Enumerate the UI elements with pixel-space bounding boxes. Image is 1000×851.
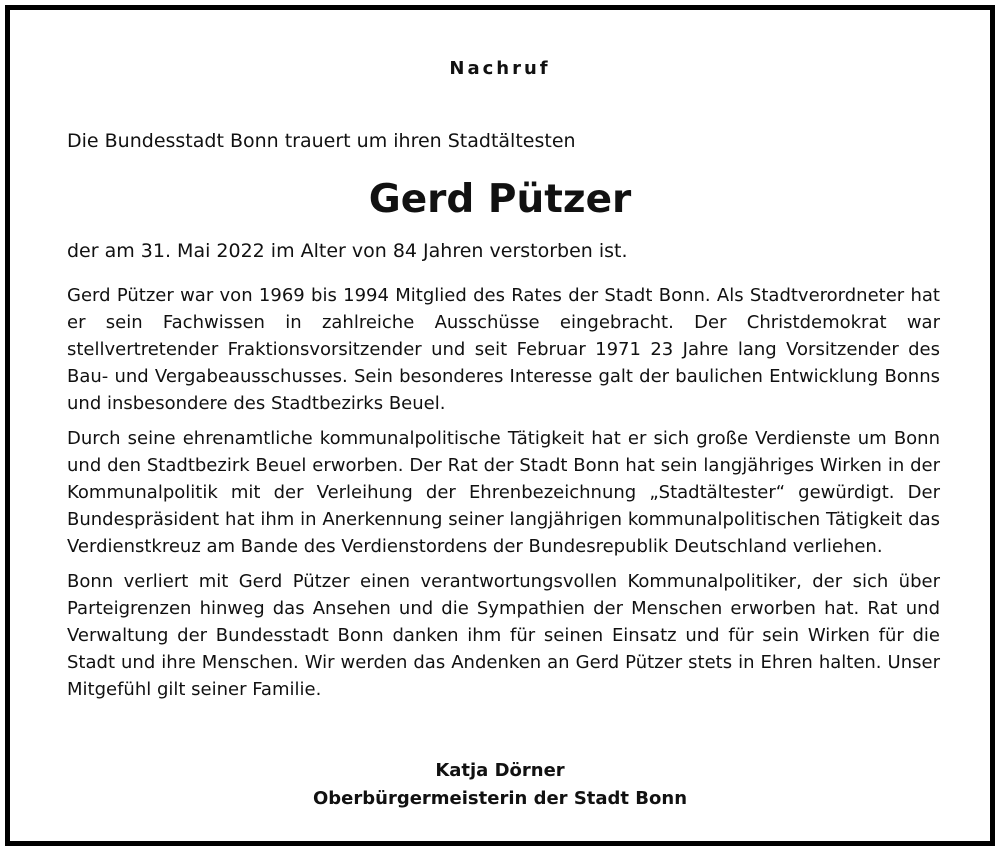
- intro-line: Die Bundesstadt Bonn trauert um ihren Stadtältesten: [67, 130, 576, 152]
- signature-block: [10, 757, 990, 813]
- paragraph-career: Gerd Pützer war von 1969 bis 1994 Mitglied des Rates der Stadt Bonn. Als Stadtverordneter hat er sein Fachwissen in zahlreiche Ausschüsse eingebracht. Der Christdemokrat war stellvertretender Fraktionsvorsitzender und seit Februar 1971 23 Jahre lang Vorsitzender des Bau- und Vergabeausschusses. Sein besonderes Interesse galt der baulichen Entwicklung Bonns und insbesondere des Stadtbezirks Beuel.: [67, 285, 940, 414]
- signature-name: Katja Dörner: [435, 760, 565, 781]
- paragraph-honors: Durch seine ehrenamtliche kommunalpolitische Tätigkeit hat er sich große Verdienste um Bonn und den Stadtbezirk Beuel erworben. Der Rat der Stadt Bonn hat sein langjähriges Wirken in der Kommunalpolitik mit der Verleihung der Ehrenbezeichnung „Stadtältester“ gewürdigt. Der Bundespräsident hat ihm in Anerkennung seiner langjährigen kommunalpolitischen Tätigkeit das Verdienstkreuz am Bande des Verdienstordens der Bundesrepublik Deutschland verliehen.: [67, 428, 940, 557]
- deceased-name: Gerd Pützer: [368, 177, 632, 222]
- death-date-line: der am 31. Mai 2022 im Alter von 84 Jahren verstorben ist.: [67, 240, 628, 262]
- signature-title: Oberbürgermeisterin der Stadt Bonn: [312, 788, 688, 809]
- notice-heading: Nachruf: [449, 58, 551, 79]
- obituary-frame: [5, 5, 995, 846]
- obituary-body: [67, 282, 940, 711]
- paragraph-farewell: Bonn verliert mit Gerd Pützer einen verantwortungsvollen Kommunalpolitiker, der sich über Parteigrenzen hinweg das Ansehen und die Sympathien der Menschen erworben hat. Rat und Verwaltung der Bundesstadt Bonn danken ihm für seinen Einsatz und für sein Wirken für die Stadt und ihre Menschen. Wir werden das Andenken an Gerd Pützer stets in Ehren halten. Unser Mitgefühl gilt seiner Familie.: [67, 571, 940, 700]
